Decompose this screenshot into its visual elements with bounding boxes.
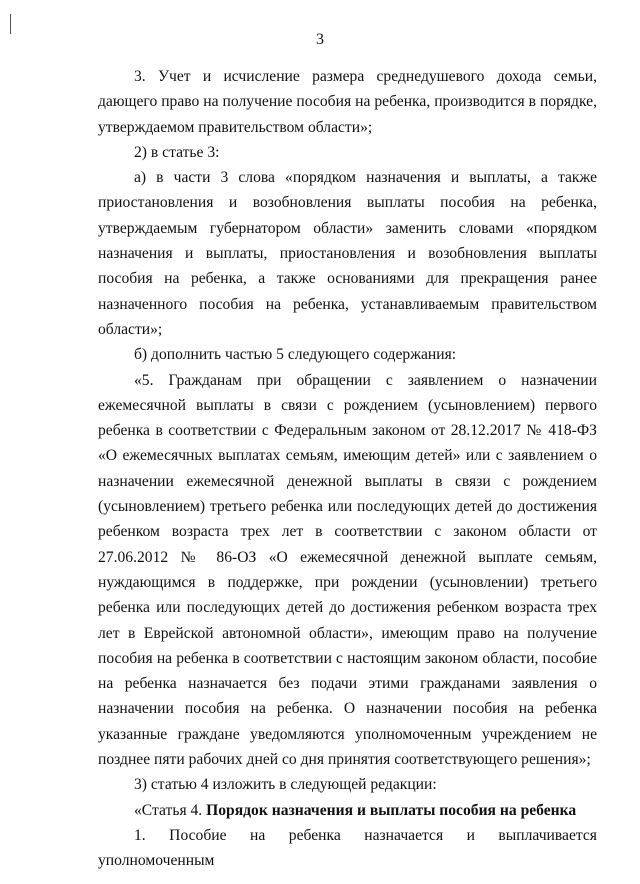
paragraph-4: б) дополнить частью 5 следующего содержания: [134,346,457,364]
document-body [98,64,597,874]
article-prefix: «Статья 4. [134,801,207,819]
paragraph-5: «5. Гражданам при обращении с заявлением о назначении ежемесячной выплаты в связи с рождением (усыновлением) первого ребенка в соответствии с Федеральным законом от 28.12.2017 № 418-ФЗ «О ежемесячных выплатах семьям, имеющим детей» или с заявлением о назначении ежемесячной денежной выплаты в связи с рождением (усыновлением) третьего ребенка или последующих детей до достижения ребенком возраста трех лет в соответствии с законом области от 27.06.2012 № 86-ОЗ «О ежемесячной денежной выплате семьям, нуждающимся в поддержке, при рождении (усыновлении) третьего ребенка или последующих детей до достижения ребенком возраста трех лет в Еврейской автономной области», имеющим право на получение пособия на ребенка в соответствии с настоящим законом области, пособие на ребенка назначается без подачи этими гражданами заявления о назначении пособия на ребенка. О назначении пособия на ребенка указанные граждане уведомляются уполномоченным учреждением не позднее пяти рабочих дней со дня принятия соответствующего решения»; [98,371,597,769]
paragraph-1: 3. Учет и исчисление размера среднедушевого дохода семьи, дающего право на получение пособия на ребенка, производится в порядке, утверждаемом правительством области»; [98,68,597,136]
paragraph-6: 3) статью 4 изложить в следующей редакции: [134,776,437,794]
page-number: 3 [316,31,324,48]
article-heading [98,798,597,823]
paragraph-2: 2) в статье 3: [134,143,220,161]
paragraph-3: а) в части 3 слова «порядком назначения и выплаты, а также приостановления и возобновления выплаты пособия на ребенка, утверждаемым губернатором области» заменить словами «порядком назначения и выплаты, приостановления и возобновления выплаты пособия на ребенка, а также основаниями для прекращения ранее назначенного пособия на ребенка, устанавливаемым правительством области»; [98,169,597,338]
paragraph-7: 1. Пособие на ребенка назначается и выплачивается уполномоченным [98,826,597,870]
article-title: Порядок назначения и выплаты пособия на ребенка [206,801,577,819]
